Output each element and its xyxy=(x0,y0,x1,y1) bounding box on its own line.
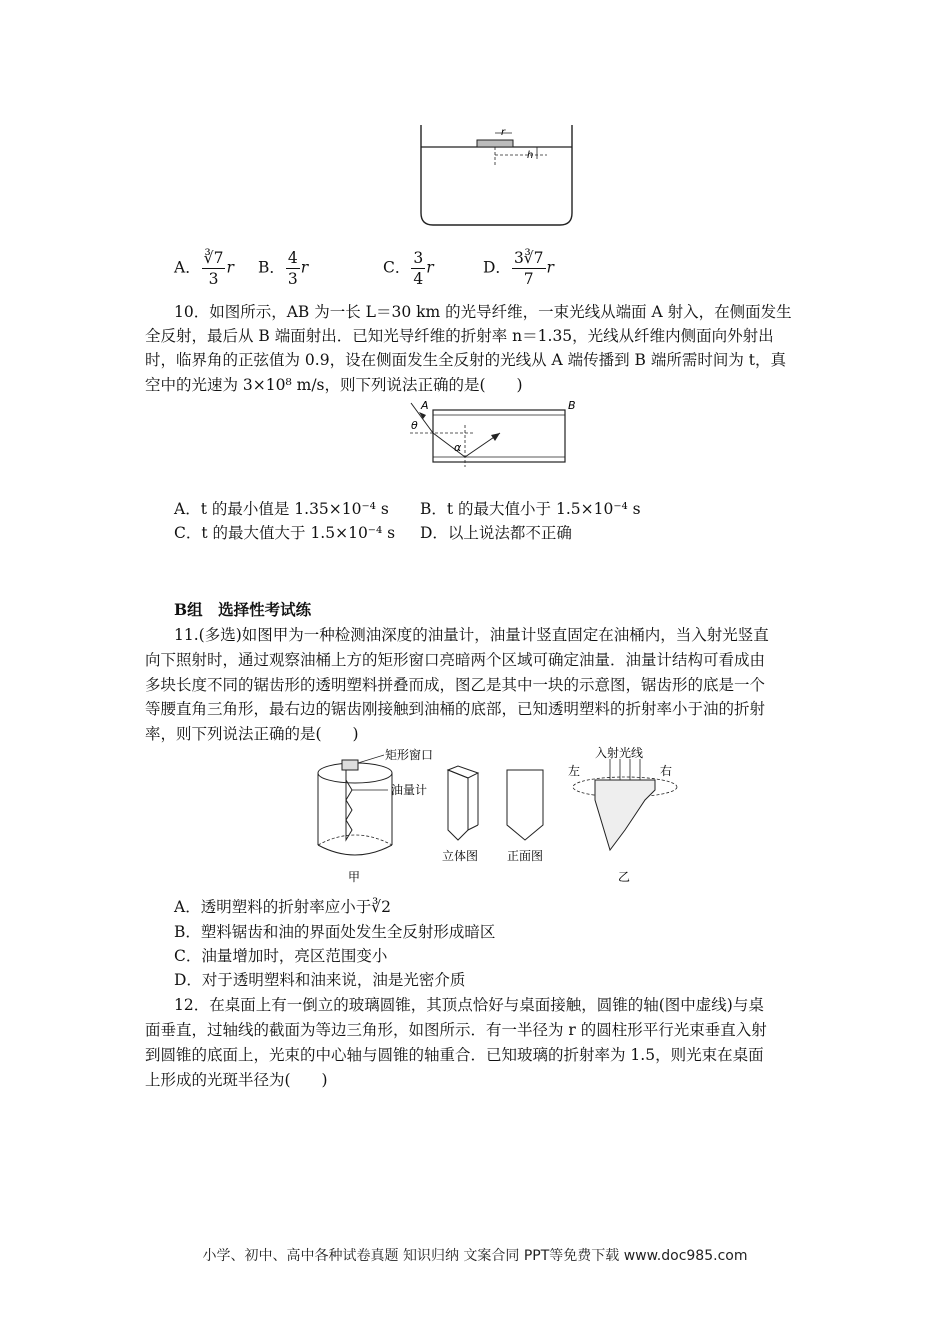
q11-label-window: 矩形窗口 xyxy=(385,748,434,762)
q10-option-b: B．t 的最大值小于 1.5×10⁻⁴ s xyxy=(420,500,641,518)
q10-label-b: B xyxy=(568,399,576,412)
q10-label-theta: θ xyxy=(411,419,418,432)
page-footer: 小学、初中、高中各种试卷真题 知识归纳 文案合同 PPT等免费下载 www.doc985.com xyxy=(202,1248,748,1264)
q11-line-5: 率，则下列说法正确的是( ) xyxy=(145,725,359,743)
q10-line-2: 全反射，最后从 B 端面射出．已知光导纤维的折射率 n＝1.35，光线从纤维内侧面向外射出 xyxy=(145,327,774,345)
q11-label-yi: 乙 xyxy=(618,870,631,884)
q12-line-2: 面垂直，过轴线的截面为等边三角形，如图所示．有一半径为 r 的圆柱形平行光束垂直入射 xyxy=(145,1021,767,1039)
q10-option-c: C．t 的最大值大于 1.5×10⁻⁴ s xyxy=(174,524,396,542)
q9-label-r: r xyxy=(501,127,506,138)
q12-line-1: 12．在桌面上有一倒立的玻璃圆锥，其顶点恰好与桌面接触，圆锥的轴(图中虚线)与桌 xyxy=(174,996,764,1014)
q12-line-3: 到圆锥的底面上，光束的中心轴与圆锥的轴重合．已知玻璃的折射率为 1.5，则光束在桌面 xyxy=(145,1046,764,1064)
q11-label-right: 右 xyxy=(660,764,673,778)
q11-option-d: D．对于透明塑料和油来说，油是光密介质 xyxy=(174,971,466,989)
q9-container-figure xyxy=(415,125,575,230)
q11-label-gauge: 油量计 xyxy=(391,783,428,797)
q10-line-4: 空中的光速为 3×10⁸ m/s，则下列说法正确的是( ) xyxy=(145,376,523,394)
q10-label-alpha: α xyxy=(454,441,462,454)
q11-label-jia: 甲 xyxy=(348,870,361,884)
q9-option-d: D． $\frac{3∛7}{7}$ r xyxy=(483,249,554,288)
q10-option-a: A．t 的最小值是 1.35×10⁻⁴ s xyxy=(174,500,389,518)
q9-option-c: C． $\frac{3}{4}$ r xyxy=(383,249,434,288)
q11-option-a: A．透明塑料的折射率应小于∛2 xyxy=(174,898,391,916)
q11-label-left: 左 xyxy=(568,764,581,778)
q11-oil-gauge-figure xyxy=(310,745,700,890)
section-b-heading: B组 选择性考试练 xyxy=(174,600,312,619)
q11-label-light: 入射光线 xyxy=(595,746,644,760)
q11-option-c: C．油量增加时，亮区范围变小 xyxy=(174,947,388,965)
q9-label-h: h xyxy=(527,150,534,161)
q9-option-b: B． $\frac{4}{3}$ r xyxy=(258,249,309,288)
q9-option-a: A． $\frac{∛7}{3}$ r xyxy=(174,249,234,288)
q10-line-3: 时，临界角的正弦值为 0.9，设在侧面发生全反射的光线从 A 端传播到 B 端所需时间为 t，真 xyxy=(145,351,787,369)
q11-line-1: 11.(多选)如图甲为一种检测油深度的油量计，油量计竖直固定在油桶内，当入射光竖直 xyxy=(174,626,769,644)
q12-line-4: 上形成的光斑半径为( ) xyxy=(145,1071,328,1089)
q11-option-b: B．塑料锯齿和油的界面处发生全反射形成暗区 xyxy=(174,923,496,941)
q11-line-3: 多块长度不同的锯齿形的透明塑料拼叠而成，图乙是其中一块的示意图，锯齿形的底是一个 xyxy=(145,676,766,694)
q10-fiber-figure xyxy=(405,395,585,470)
q11-label-front: 正面图 xyxy=(507,849,544,863)
q10-option-d: D．以上说法都不正确 xyxy=(420,524,572,542)
q10-label-a: A xyxy=(421,399,429,412)
q11-line-4: 等腰直角三角形，最右边的锯齿刚接触到油桶的底部，已知透明塑料的折射率小于油的折射 xyxy=(145,700,766,718)
q11-label-3d: 立体图 xyxy=(442,849,479,863)
q10-line-1: 10．如图所示，AB 为一长 L＝30 km 的光导纤维，一束光线从端面 A 射入，在侧面发生 xyxy=(174,303,792,321)
q11-line-2: 向下照射时，通过观察油桶上方的矩形窗口亮暗两个区域可确定油量．油量计结构可看成由 xyxy=(145,651,766,669)
